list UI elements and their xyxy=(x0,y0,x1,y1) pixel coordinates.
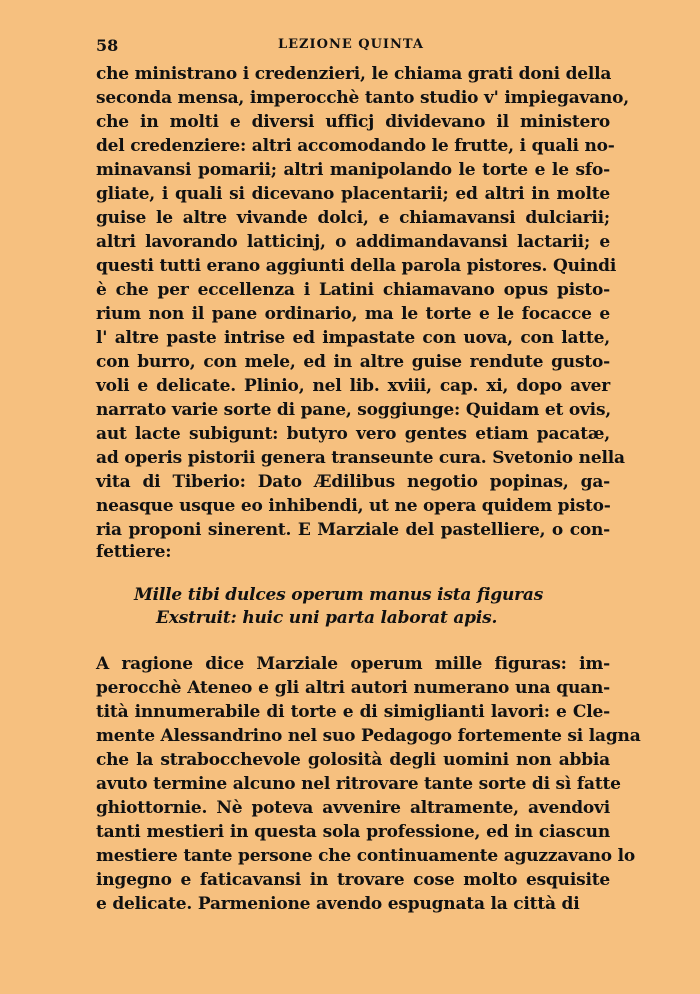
text-line: del credenziere: altri accomodando le frutte, i quali no- xyxy=(96,136,615,156)
text-line: è che per eccellenza i Latini chiamavano opus pisto- xyxy=(96,280,610,300)
verse-line: Exstruit: huic uni parta laborat apis. xyxy=(156,608,498,628)
text-line: che la strabocchevole golosità degli uomini non abbia xyxy=(96,750,610,770)
text-line: ad operis pistorii genera transeunte cura. Svetonio nella xyxy=(96,448,625,468)
text-line: ghiottornie. Nè poteva avvenire altramente, avendovi xyxy=(96,798,610,818)
text-line: fettiere: xyxy=(96,542,172,562)
text-line: rium non il pane ordinario, ma le torte e le focacce e xyxy=(96,304,610,324)
text-line: con burro, con mele, ed in altre guise rendute gusto- xyxy=(96,352,610,372)
text-line: altri lavorando latticinj, o addimandavansi lactarii; e xyxy=(96,232,610,252)
text-line: A ragione dice Marziale operum mille figuras: im- xyxy=(96,654,610,674)
text-line: aut lacte subigunt: butyro vero gentes etiam pacatæ, xyxy=(96,424,610,444)
text-line: ria proponi sinerent. E Marziale del pastelliere, o con- xyxy=(96,520,610,540)
text-line: l' altre paste intrise ed impastate con uova, con latte, xyxy=(96,328,610,348)
text-line: neasque usque eo inhibendi, ut ne opera quidem pisto- xyxy=(96,496,611,516)
text-line: guise le altre vivande dolci, e chiamavansi dulciarii; xyxy=(96,208,610,228)
text-line: tità innumerabile di torte e di simiglianti lavori: e Cle- xyxy=(96,702,610,722)
text-line: mestiere tante persone che continuamente aguzzavano lo xyxy=(96,846,636,866)
text-line: che ministrano i credenzieri, le chiama grati doni della xyxy=(96,64,612,84)
text-line: mente Alessandrino nel suo Pedagogo fortemente si lagna xyxy=(96,726,641,746)
text-line: che in molti e diversi ufficj dividevano il ministero xyxy=(96,112,610,132)
text-line: minavansi pomarii; altri manipolando le torte e le sfo- xyxy=(96,160,610,180)
text-line: seconda mensa, imperocchè tanto studio v' impiegavano, xyxy=(96,88,630,108)
text-line: gliate, i quali si dicevano placentarii; ed altri in molte xyxy=(96,184,610,204)
text-line: tanti mestieri in questa sola professione, ed in ciascun xyxy=(96,822,610,842)
text-line: voli e delicate. Plinio, nel lib. xviii, cap. xi, dopo aver xyxy=(96,376,610,396)
verse-line: Mille tibi dulces operum manus ista figuras xyxy=(134,585,544,605)
text-line: narrato varie sorte di pane, soggiunge: Quidam et ovis, xyxy=(96,400,612,420)
text-line: questi tutti erano aggiunti della parola pistores. Quindi xyxy=(96,256,617,276)
running-title: LEZIONE QUINTA xyxy=(278,37,424,52)
page-number: 58 xyxy=(96,36,119,55)
text-line: vita di Tiberio: Dato Ædilibus negotio popinas, ga- xyxy=(96,472,610,492)
text-line: perocchè Ateneo e gli altri autori numerano una quan- xyxy=(96,678,610,698)
text-line: e delicate. Parmenione avendo espugnata la città di xyxy=(96,894,580,914)
text-line: avuto termine alcuno nel ritrovare tante sorte di sì fatte xyxy=(96,774,621,794)
text-line: ingegno e faticavansi in trovare cose molto esquisite xyxy=(96,870,610,890)
page-header xyxy=(96,36,610,56)
